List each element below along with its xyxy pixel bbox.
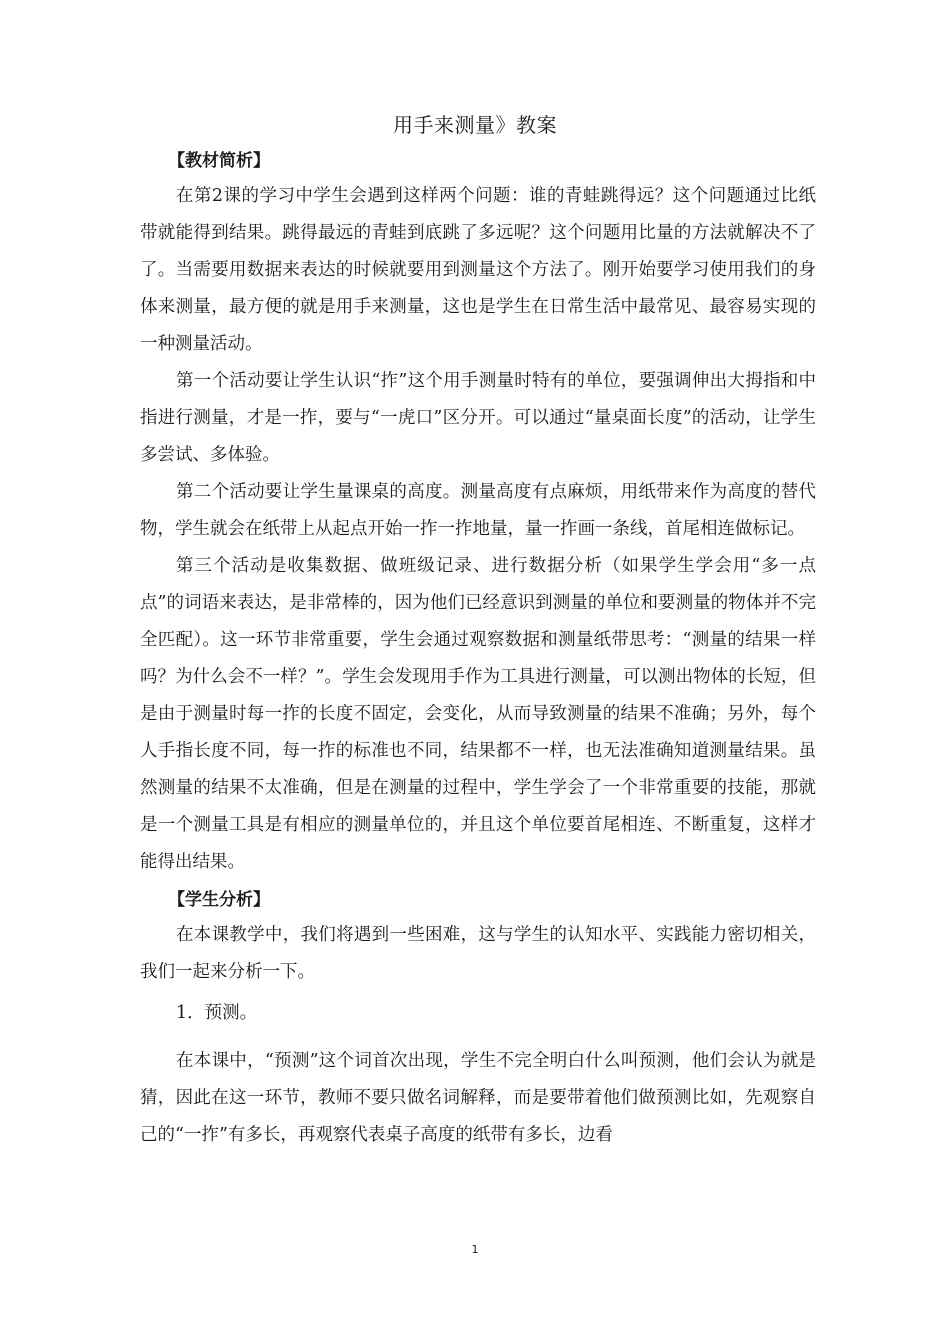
- list-item-prediction: 1．预测。: [176, 1003, 258, 1023]
- student-intro-paragraph: 在本课教学中，我们将遇到一些困难，这与学生的认知水平、实践能力密切相关，我们一起来分析一下。: [140, 925, 816, 982]
- document-title: 用手来测量》教案: [393, 113, 557, 137]
- textbook-paragraph-4: 第三个活动是收集数据、做班级记录、进行数据分析（如果学生学会用“多一点点”的词语来表达，是非常棒的，因为他们已经意识到测量的单位和要测量的物体并不完全匹配）。这一环节非常重要，学生会通过观察数据和测量纸带思考：“测量的结果一样吗？为什么会不一样？”。学生会发现用手作为工具进行测量，可以测出物体的长短，但是由于测量时每一拃的长度不固定，会变化，从而导致测量的结果不准确；另外，每个人手指长度不同，每一拃的标准也不同，结果都不一样，也无法准确知道测量结果。虽然测量的结果不太准确，但是在测量的过程中，学生学会了一个非常重要的技能，那就是一个测量工具是有相应的测量单位的，并且这个单位要首尾相连、不断重复，这样才能得出结果。: [140, 556, 816, 872]
- textbook-paragraph-1: 在第2课的学习中学生会遇到这样两个问题：谁的青蛙跳得远？这个问题通过比纸带就能得到结果。跳得最远的青蛙到底跳了多远呢？这个问题用比量的方法就解决不了了。当需要用数据来表达的时候就要用到测量这个方法了。刚开始要学习使用我们的身体来测量，最方便的就是用手来测量，这也是学生在日常生活中最常见、最容易实现的一种测量活动。: [140, 186, 816, 354]
- document-body: [140, 145, 816, 1154]
- textbook-paragraph-3: 第二个活动要让学生量课桌的高度。测量高度有点麻烦，用纸带来作为高度的替代物，学生就会在纸带上从起点开始一拃一拃地量，量一拃画一条线，首尾相连做标记。: [140, 482, 816, 539]
- section-heading-textbook-analysis: 【教材简析】: [168, 151, 270, 171]
- textbook-paragraph-2: 第一个活动要让学生认识“拃”这个用手测量时特有的单位，要强调伸出大拇指和中指进行测量，才是一拃，要与“一虎口”区分开。可以通过“量桌面长度”的活动，让学生多尝试、多体验。: [140, 371, 816, 465]
- prediction-paragraph: 在本课中，“预测”这个词首次出现，学生不完全明白什么叫预测，他们会认为就是猜，因此在这一环节，教师不要只做名词解释，而是要带着他们做预测比如，先观察自己的“一拃”有多长，再观察代表桌子高度的纸带有多长，边看: [140, 1051, 816, 1145]
- page-number: 1: [471, 1243, 479, 1256]
- section-heading-student-analysis: 【学生分析】: [168, 890, 270, 910]
